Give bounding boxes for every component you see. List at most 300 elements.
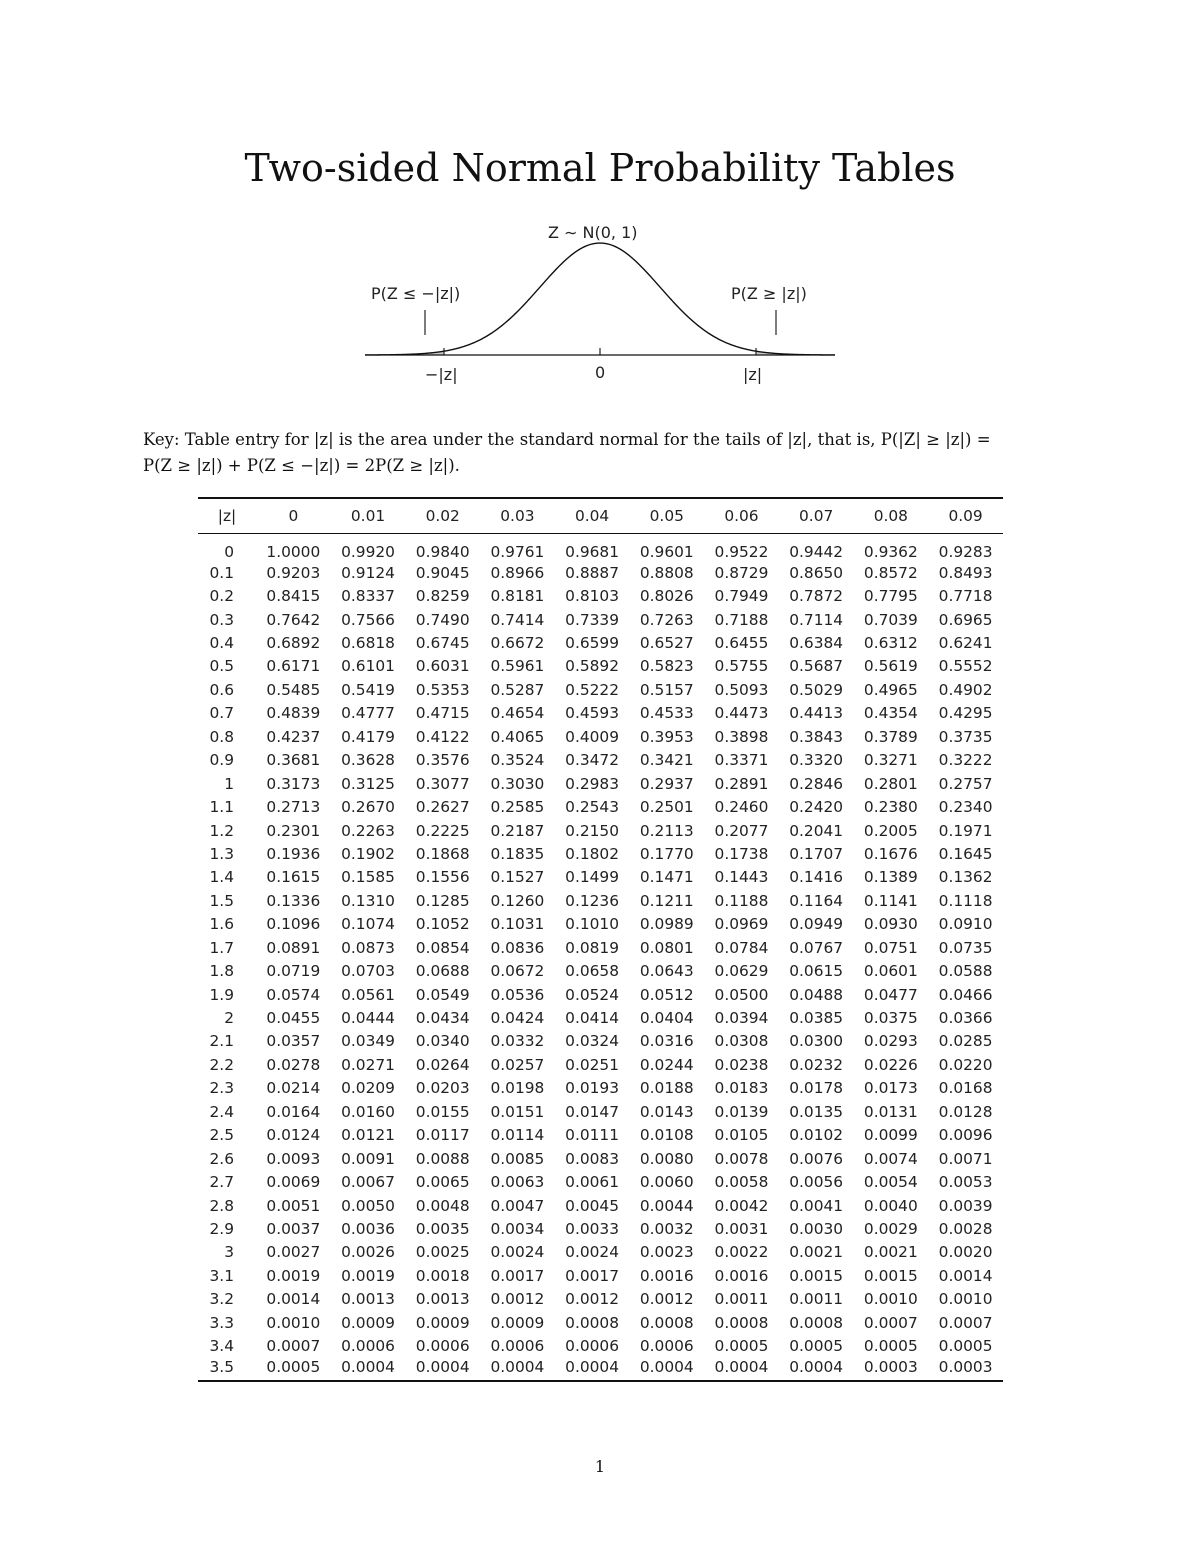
probability-cell: 0.2380 xyxy=(863,798,918,817)
table-row xyxy=(198,866,1003,889)
table-row xyxy=(198,655,1003,678)
probability-cell: 0.2543 xyxy=(565,798,620,817)
probability-cell: 0.0549 xyxy=(415,985,470,1004)
probability-cell: 0.0096 xyxy=(938,1126,993,1145)
probability-cell: 0.0168 xyxy=(938,1079,993,1098)
probability-cell: 0.0005 xyxy=(938,1337,993,1356)
probability-cell: 0.2041 xyxy=(789,821,844,840)
table-body xyxy=(198,534,1003,1382)
probability-cell: 0.0251 xyxy=(565,1055,620,1074)
probability-cell: 0.0035 xyxy=(415,1219,470,1238)
probability-cell: 0.0455 xyxy=(266,1009,321,1028)
table-row xyxy=(198,1100,1003,1123)
probability-cell: 0.0524 xyxy=(565,985,620,1004)
table-row xyxy=(198,889,1003,912)
probability-cell: 0.9442 xyxy=(789,543,844,561)
probability-cell: 0.0065 xyxy=(415,1173,470,1192)
probability-cell: 0.0034 xyxy=(490,1219,545,1238)
table-row xyxy=(198,678,1003,701)
z-value-cell: 2.5 xyxy=(209,1126,234,1145)
probability-cell: 0.5419 xyxy=(341,680,395,699)
probability-cell: 0.0022 xyxy=(714,1243,769,1262)
z-value-cell: 2.4 xyxy=(209,1102,234,1121)
probability-cell: 0.0006 xyxy=(341,1337,395,1356)
probability-cell: 0.0010 xyxy=(863,1290,918,1309)
probability-cell: 0.7566 xyxy=(341,610,395,629)
probability-cell: 0.5619 xyxy=(863,657,918,676)
probability-cell: 0.8650 xyxy=(789,563,844,582)
probability-cell: 0.2187 xyxy=(490,821,545,840)
probability-cell: 0.0013 xyxy=(415,1290,470,1309)
probability-cell: 0.3371 xyxy=(714,751,769,770)
key-line-2: P(Z ≥ |z|) + P(Z ≤ −|z|) = 2P(Z ≥ |z|). xyxy=(143,456,460,475)
table-row xyxy=(198,1170,1003,1193)
probability-cell: 0.0011 xyxy=(714,1290,769,1309)
probability-cell: 0.0688 xyxy=(415,962,470,981)
z-value-cell: 1.3 xyxy=(209,844,234,863)
probability-cell: 0.0076 xyxy=(789,1149,844,1168)
probability-cell: 0.0021 xyxy=(863,1243,918,1262)
probability-cell: 0.0257 xyxy=(490,1055,545,1074)
probability-cell: 0.7718 xyxy=(938,587,993,606)
probability-cell: 0.0375 xyxy=(863,1009,918,1028)
probability-cell: 0.0037 xyxy=(266,1219,321,1238)
probability-cell: 0.0226 xyxy=(863,1055,918,1074)
table-row xyxy=(198,561,1003,584)
table-header-row xyxy=(198,498,1003,534)
probability-cell: 0.0293 xyxy=(863,1032,918,1051)
probability-cell: 0.6599 xyxy=(565,634,620,653)
page-title: Two-sided Normal Probability Tables xyxy=(244,146,956,190)
z-value-cell: 3.4 xyxy=(209,1337,234,1356)
probability-cell: 0.6745 xyxy=(415,634,470,653)
probability-cell: 0.0819 xyxy=(565,938,620,957)
probability-cell: 0.1310 xyxy=(341,891,395,910)
probability-cell: 0.0488 xyxy=(789,985,844,1004)
probability-cell: 0.0011 xyxy=(789,1290,844,1309)
probability-cell: 0.0004 xyxy=(341,1358,395,1377)
probability-cell: 0.5755 xyxy=(714,657,769,676)
table-row xyxy=(198,819,1003,842)
probability-cell: 0.0067 xyxy=(341,1173,395,1192)
probability-cell: 0.0080 xyxy=(639,1149,694,1168)
table-row xyxy=(198,1288,1003,1311)
probability-cell: 0.1738 xyxy=(714,844,769,863)
probability-cell: 0.3472 xyxy=(565,751,620,770)
probability-cell: 0.0010 xyxy=(938,1290,993,1309)
probability-cell: 0.0930 xyxy=(863,915,918,934)
probability-cell: 0.0183 xyxy=(714,1079,769,1098)
probability-cell: 0.0012 xyxy=(490,1290,545,1309)
probability-cell: 0.4839 xyxy=(266,704,321,723)
probability-cell: 0.0018 xyxy=(415,1266,470,1285)
probability-cell: 0.4065 xyxy=(490,727,545,746)
probability-cell: 0.6241 xyxy=(938,634,993,653)
probability-cell: 0.0424 xyxy=(490,1009,545,1028)
probability-cell: 0.6455 xyxy=(714,634,769,653)
table-row xyxy=(198,959,1003,982)
probability-cell: 0.0023 xyxy=(639,1243,694,1262)
probability-cell: 0.0009 xyxy=(490,1313,545,1332)
probability-cell: 0.0005 xyxy=(266,1358,321,1377)
z-value-cell: 2.8 xyxy=(209,1196,234,1215)
probability-cell: 0.0316 xyxy=(639,1032,694,1051)
column-header-z: |z| xyxy=(217,507,237,525)
probability-cell: 0.3173 xyxy=(266,774,321,793)
probability-cell: 0.0051 xyxy=(266,1196,321,1215)
z-value-cell: 0.3 xyxy=(209,610,234,629)
probability-cell: 0.0117 xyxy=(415,1126,470,1145)
probability-cell: 0.2077 xyxy=(714,821,769,840)
probability-cell: 0.0047 xyxy=(490,1196,545,1215)
probability-cell: 0.8887 xyxy=(565,563,620,582)
probability-cell: 0.0193 xyxy=(565,1079,620,1098)
probability-cell: 0.0220 xyxy=(938,1055,993,1074)
probability-cell: 0.0574 xyxy=(266,985,321,1004)
probability-cell: 0.2420 xyxy=(789,798,844,817)
probability-cell: 0.0836 xyxy=(490,938,545,957)
probability-cell: 0.1615 xyxy=(266,868,321,887)
probability-cell: 0.0014 xyxy=(266,1290,321,1309)
probability-cell: 0.0005 xyxy=(714,1337,769,1356)
z-value-cell: 0.4 xyxy=(209,634,234,653)
probability-cell: 0.0063 xyxy=(490,1173,545,1192)
table-row xyxy=(198,749,1003,772)
probability-cell: 0.0285 xyxy=(938,1032,993,1051)
probability-cell: 0.2225 xyxy=(415,821,470,840)
probability-cell: 0.6818 xyxy=(341,634,395,653)
probability-cell: 0.0033 xyxy=(565,1219,620,1238)
z-value-cell: 0.8 xyxy=(209,727,234,746)
table-row xyxy=(198,936,1003,959)
probability-cell: 0.1416 xyxy=(789,868,844,887)
probability-cell: 0.0989 xyxy=(639,915,694,934)
right-tail-label: P(Z ≥ |z|) xyxy=(731,284,807,303)
probability-cell: 0.1936 xyxy=(266,844,321,863)
probability-cell: 0.1118 xyxy=(938,891,993,910)
probability-cell: 0.4473 xyxy=(714,704,769,723)
table-row xyxy=(198,983,1003,1006)
probability-cell: 0.0024 xyxy=(565,1243,620,1262)
z-value-cell: 2.1 xyxy=(209,1032,234,1051)
probability-cell: 0.5961 xyxy=(490,657,545,676)
probability-cell: 0.0203 xyxy=(415,1079,470,1098)
probability-cell: 0.0155 xyxy=(415,1102,470,1121)
probability-cell: 0.0264 xyxy=(415,1055,470,1074)
probability-cell: 0.0615 xyxy=(789,962,844,981)
probability-cell: 0.4533 xyxy=(639,704,694,723)
probability-cell: 0.0349 xyxy=(341,1032,395,1051)
probability-cell: 0.0124 xyxy=(266,1126,321,1145)
column-header: 0.07 xyxy=(799,507,834,525)
probability-cell: 0.0093 xyxy=(266,1149,321,1168)
probability-cell: 0.5287 xyxy=(490,680,545,699)
probability-cell: 0.0004 xyxy=(789,1358,844,1377)
probability-cell: 0.1835 xyxy=(490,844,545,863)
probability-cell: 0.6171 xyxy=(266,657,321,676)
probability-cell: 0.8103 xyxy=(565,587,620,606)
normal-curve-figure xyxy=(355,215,845,395)
probability-cell: 0.0009 xyxy=(415,1313,470,1332)
z-value-cell: 0.2 xyxy=(209,587,234,606)
table-row xyxy=(198,795,1003,818)
probability-cell: 0.0019 xyxy=(341,1266,395,1285)
probability-cell: 0.0005 xyxy=(863,1337,918,1356)
probability-cell: 0.0056 xyxy=(789,1173,844,1192)
probability-cell: 0.7263 xyxy=(639,610,694,629)
probability-cell: 0.6031 xyxy=(415,657,470,676)
probability-cell: 0.0703 xyxy=(341,962,395,981)
column-header: 0.01 xyxy=(350,507,386,525)
z-value-cell: 3.5 xyxy=(209,1358,234,1377)
tick-zero-label: 0 xyxy=(595,363,606,382)
probability-cell: 0.6312 xyxy=(863,634,918,653)
probability-cell: 0.6384 xyxy=(789,634,844,653)
z-value-cell: 1.7 xyxy=(209,938,234,957)
probability-cell: 0.0044 xyxy=(639,1196,694,1215)
probability-cell: 0.0014 xyxy=(938,1266,993,1285)
probability-cell: 0.9124 xyxy=(341,563,395,582)
probability-cell: 0.4237 xyxy=(266,727,321,746)
probability-cell: 0.0601 xyxy=(863,962,918,981)
probability-cell: 0.1389 xyxy=(863,868,918,887)
probability-cell: 0.0019 xyxy=(266,1266,321,1285)
probability-cell: 0.0891 xyxy=(266,938,321,957)
probability-cell: 0.0108 xyxy=(639,1126,694,1145)
probability-cell: 0.4777 xyxy=(341,704,395,723)
probability-cell: 0.0232 xyxy=(789,1055,844,1074)
z-value-cell: 0.1 xyxy=(209,563,234,582)
probability-cell: 0.0214 xyxy=(266,1079,321,1098)
probability-cell: 0.0784 xyxy=(714,938,769,957)
probability-cell: 0.1362 xyxy=(938,868,993,887)
probability-cell: 0.5029 xyxy=(789,680,844,699)
probability-cell: 0.0006 xyxy=(565,1337,620,1356)
probability-cell: 0.6101 xyxy=(341,657,395,676)
distribution-label: Z ∼ N(0, 1) xyxy=(548,223,638,242)
probability-cell: 0.2005 xyxy=(863,821,918,840)
probability-cell: 0.1188 xyxy=(714,891,769,910)
probability-cell: 0.6672 xyxy=(490,634,545,653)
z-value-cell: 1.2 xyxy=(209,821,234,840)
column-header: 0.09 xyxy=(948,507,983,525)
page-number: 1 xyxy=(594,1457,606,1476)
probability-cell: 0.3421 xyxy=(639,751,694,770)
probability-cell: 0.1096 xyxy=(266,915,321,934)
probability-cell: 0.0128 xyxy=(938,1102,993,1121)
probability-cell: 0.0466 xyxy=(938,985,993,1004)
probability-cell: 0.3681 xyxy=(266,751,321,770)
probability-cell: 0.1211 xyxy=(639,891,694,910)
probability-cell: 0.4179 xyxy=(341,727,395,746)
probability-cell: 0.4902 xyxy=(938,680,993,699)
probability-cell: 0.0500 xyxy=(714,985,769,1004)
probability-cell: 0.0139 xyxy=(714,1102,769,1121)
probability-cell: 0.0658 xyxy=(565,962,620,981)
probability-cell: 0.6965 xyxy=(938,610,993,629)
z-value-cell: 2.3 xyxy=(209,1079,234,1098)
probability-cell: 0.5892 xyxy=(565,657,620,676)
probability-cell: 0.0015 xyxy=(863,1266,918,1285)
probability-cell: 0.5093 xyxy=(714,680,769,699)
probability-cell: 0.6892 xyxy=(266,634,321,653)
probability-cell: 0.0357 xyxy=(266,1032,321,1051)
probability-cell: 0.9362 xyxy=(863,543,918,561)
probability-cell: 0.0873 xyxy=(341,938,395,957)
probability-cell: 0.9283 xyxy=(938,543,993,561)
probability-cell: 0.0394 xyxy=(714,1009,769,1028)
probability-cell: 0.0164 xyxy=(266,1102,321,1121)
probability-cell: 0.1676 xyxy=(863,844,918,863)
probability-cell: 0.0026 xyxy=(341,1243,395,1262)
z-value-cell: 0.9 xyxy=(209,751,234,770)
key-line-1: Key: Table entry for |z| is the area under the standard normal for the tails of |z|, that is, P(|Z| ≥ |z|) = xyxy=(143,430,991,449)
probability-cell: 0.9761 xyxy=(490,543,545,561)
probability-cell: 0.1010 xyxy=(565,915,620,934)
probability-cell: 0.0188 xyxy=(639,1079,694,1098)
probability-cell: 0.1336 xyxy=(266,891,321,910)
probability-cell: 0.0751 xyxy=(863,938,918,957)
probability-cell: 0.0404 xyxy=(639,1009,694,1028)
probability-cell: 0.9045 xyxy=(415,563,470,582)
probability-cell: 0.0020 xyxy=(938,1243,993,1262)
table-row xyxy=(198,725,1003,748)
probability-cell: 0.1527 xyxy=(490,868,545,887)
probability-cell: 0.7490 xyxy=(415,610,470,629)
table-row xyxy=(198,1147,1003,1170)
table-row xyxy=(198,842,1003,865)
probability-cell: 0.3077 xyxy=(415,774,470,793)
tick-pos-label: |z| xyxy=(743,365,763,384)
probability-cell: 0.3030 xyxy=(490,774,545,793)
table-row xyxy=(198,1358,1003,1381)
probability-cell: 0.2670 xyxy=(341,798,395,817)
z-value-cell: 1.4 xyxy=(209,868,234,887)
z-value-cell: 3.2 xyxy=(209,1290,234,1309)
probability-cell: 0.2263 xyxy=(341,821,395,840)
probability-cell: 0.2757 xyxy=(938,774,993,793)
probability-cell: 0.9522 xyxy=(714,543,769,561)
probability-cell: 0.8572 xyxy=(863,563,918,582)
probability-cell: 0.0854 xyxy=(415,938,470,957)
probability-cell: 0.0512 xyxy=(639,985,694,1004)
probability-cell: 0.4654 xyxy=(490,704,545,723)
probability-cell: 0.8259 xyxy=(415,587,470,606)
table-row xyxy=(198,1006,1003,1029)
probability-cell: 0.0021 xyxy=(789,1243,844,1262)
probability-cell: 0.3628 xyxy=(341,751,395,770)
probability-cell: 0.1443 xyxy=(714,868,769,887)
z-value-cell: 2.9 xyxy=(209,1219,234,1238)
probability-cell: 0.0030 xyxy=(789,1219,844,1238)
probability-cell: 0.0385 xyxy=(789,1009,844,1028)
table-row xyxy=(198,534,1003,562)
probability-cell: 0.2585 xyxy=(490,798,545,817)
key-text xyxy=(143,427,1063,479)
probability-cell: 0.0016 xyxy=(714,1266,769,1285)
probability-cell: 0.1868 xyxy=(415,844,470,863)
probability-cell: 0.3125 xyxy=(341,774,395,793)
column-header: 0 xyxy=(288,507,299,525)
probability-cell: 0.6527 xyxy=(639,634,694,653)
probability-cell: 0.0340 xyxy=(415,1032,470,1051)
probability-cell: 0.8729 xyxy=(714,563,769,582)
probability-cell: 0.0010 xyxy=(266,1313,321,1332)
probability-cell: 0.0006 xyxy=(415,1337,470,1356)
probability-cell: 0.5552 xyxy=(938,657,993,676)
probability-cell: 0.0629 xyxy=(714,962,769,981)
probability-cell: 0.0588 xyxy=(938,962,993,981)
probability-cell: 0.0308 xyxy=(714,1032,769,1051)
z-value-cell: 2.6 xyxy=(209,1149,234,1168)
probability-cell: 0.0007 xyxy=(938,1313,993,1332)
probability-cell: 0.2713 xyxy=(266,798,321,817)
probability-cell: 0.1707 xyxy=(789,844,844,863)
probability-cell: 0.4295 xyxy=(938,704,993,723)
probability-cell: 0.0060 xyxy=(639,1173,694,1192)
probability-cell: 0.2983 xyxy=(565,774,620,793)
probability-cell: 0.4715 xyxy=(415,704,470,723)
table-row xyxy=(198,913,1003,936)
probability-cell: 0.1052 xyxy=(415,915,470,934)
probability-cell: 0.0012 xyxy=(565,1290,620,1309)
table-row xyxy=(198,631,1003,654)
probability-cell: 0.2301 xyxy=(266,821,321,840)
probability-cell: 0.0300 xyxy=(789,1032,844,1051)
probability-cell: 0.0178 xyxy=(789,1079,844,1098)
probability-cell: 0.0028 xyxy=(938,1219,993,1238)
z-value-cell: 1.6 xyxy=(209,915,234,934)
left-tail-label: P(Z ≤ −|z|) xyxy=(371,284,461,303)
probability-cell: 0.2150 xyxy=(565,821,620,840)
probability-cell: 0.0004 xyxy=(490,1358,545,1377)
probability-cell: 0.1285 xyxy=(415,891,470,910)
probability-cell: 0.9601 xyxy=(639,543,694,561)
probability-cell: 0.0643 xyxy=(639,962,694,981)
z-value-cell: 0 xyxy=(224,543,234,561)
probability-cell: 0.1802 xyxy=(565,844,620,863)
probability-cell: 0.1260 xyxy=(490,891,545,910)
probability-cell: 0.0039 xyxy=(938,1196,993,1215)
probability-cell: 0.0969 xyxy=(714,915,769,934)
probability-cell: 0.4593 xyxy=(565,704,620,723)
probability-cell: 0.0069 xyxy=(266,1173,321,1192)
probability-cell: 1.0000 xyxy=(266,543,321,561)
probability-cell: 0.7339 xyxy=(565,610,620,629)
probability-cell: 0.0102 xyxy=(789,1126,844,1145)
probability-cell: 0.2627 xyxy=(415,798,470,817)
probability-cell: 0.3271 xyxy=(863,751,918,770)
probability-cell: 0.7795 xyxy=(863,587,918,606)
probability-cell: 0.0003 xyxy=(863,1358,918,1377)
probability-cell: 0.5485 xyxy=(266,680,321,699)
probability-cell: 0.1902 xyxy=(341,844,395,863)
table-row xyxy=(198,1334,1003,1357)
probability-cell: 0.0054 xyxy=(863,1173,918,1192)
probability-cell: 0.0027 xyxy=(266,1243,321,1262)
probability-cell: 0.3320 xyxy=(789,751,844,770)
probability-cell: 0.0008 xyxy=(714,1313,769,1332)
table-row xyxy=(198,1077,1003,1100)
probability-cell: 0.0042 xyxy=(714,1196,769,1215)
probability-cell: 0.0434 xyxy=(415,1009,470,1028)
probability-cell: 0.3898 xyxy=(714,727,769,746)
probability-cell: 0.3789 xyxy=(863,727,918,746)
probability-cell: 0.0271 xyxy=(341,1055,395,1074)
probability-cell: 0.1770 xyxy=(639,844,694,863)
probability-cell: 0.0151 xyxy=(490,1102,545,1121)
table-row xyxy=(198,702,1003,725)
